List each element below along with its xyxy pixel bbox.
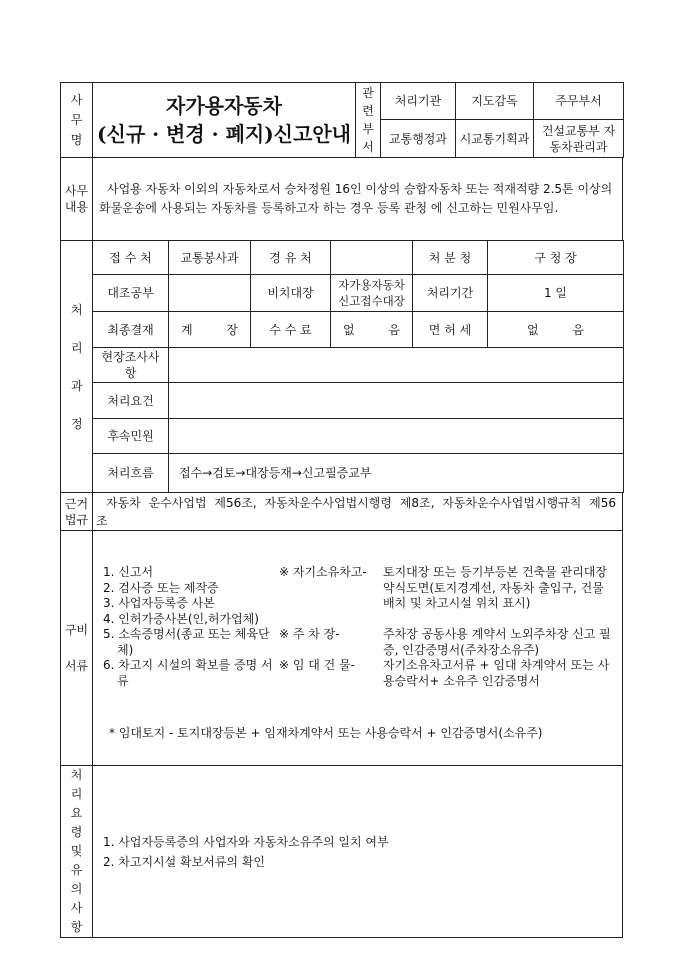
col-head: 지도감독 [456, 83, 534, 120]
row-label: 후속민원 [93, 419, 169, 454]
grid-label: 비치대장 [251, 275, 331, 312]
content-label: 사무내용 [61, 158, 93, 241]
note-text: 주차장 공동사용 계약서 노외주차장 신고 필증, 인감증명서(주차장소유주) [383, 627, 611, 657]
grid-label: 최종결재 [93, 312, 169, 348]
row-value [169, 348, 624, 383]
content-table [60, 157, 623, 241]
grid-value: 교통봉사과 [169, 241, 251, 275]
law-label: 근거법규 [61, 493, 93, 531]
doc-item: 4. 인허가증사본(인,허가업체) [103, 611, 259, 626]
note-key: ※ 주 차 장- [279, 627, 340, 641]
notice-table [60, 765, 623, 938]
grid-label: 경 유 처 [251, 241, 331, 275]
col-value: 시교통기획과 [456, 120, 534, 158]
grid-value: 1 일 [488, 275, 624, 312]
grid-value: 계 장 [169, 312, 251, 348]
note-key: ※ 자기소유차고- [279, 565, 367, 579]
process-table [60, 240, 624, 493]
grid-value: 구 청 장 [488, 241, 624, 275]
col-head: 처리기관 [381, 83, 456, 120]
law-table [60, 492, 623, 531]
grid-value: 자가용자동차 신고접수대장 [331, 275, 413, 312]
docs-content [93, 531, 623, 766]
grid-label: 접 수 처 [93, 241, 169, 275]
notice-label: 처리요령및유의사항 [61, 766, 93, 938]
grid-label: 처리기간 [413, 275, 488, 312]
doc-item: 5. 소속증명서(종교 또는 체육단체) [103, 627, 270, 657]
row-value: 접수→검토→대장등재→신고필증교부 [169, 454, 624, 493]
docs-footnote: * 임대토지 - 토지대장등본 + 임재차계약서 또는 사용승락서 + 인감증명서(소유주) [109, 726, 543, 740]
process-label: 처리과정 [61, 241, 93, 493]
note-key: ※ 임 대 건 물- [279, 658, 356, 672]
col-head: 주무부서 [534, 83, 624, 120]
grid-value: 없 음 [488, 312, 624, 348]
row-value [169, 419, 624, 454]
grid-value [331, 241, 413, 275]
doc-item: 6. 차고지 시설의 확보를 증명 서류 [103, 658, 273, 688]
notice-item: 1. 사업자등록증의 사업자와 자동차소유주의 일치 여부 [103, 834, 389, 849]
docs-label: 구비 서류 [61, 531, 93, 766]
col-value: 교통행정과 [381, 120, 456, 158]
row-label: 처리요건 [93, 383, 169, 419]
notice-content [93, 766, 623, 938]
row-label: 처리흐름 [93, 454, 169, 493]
page-title: 자가용자동차 (신규 · 변경 · 폐지)신고안내 [93, 83, 356, 158]
law-text: 자동차 운수사업법 제56조, 자동차운수사업법시행령 제8조, 자동차운수사업법시행규칙 제56조 [93, 493, 623, 531]
header-label: 사무명 [61, 83, 93, 158]
doc-items-group [103, 565, 273, 627]
dept-label: 관련부서 [356, 83, 381, 158]
note-text: 토지대장 또는 등기부등본 건축물 관리대장 약식도면(토지경계선, 자동차 출입구, 건물배치 및 차고시설 위치 표시) [383, 565, 607, 610]
row-value [169, 383, 624, 419]
doc-item: 2. 검사증 또는 제작증 [103, 580, 219, 595]
grid-value [169, 275, 251, 312]
grid-value: 없 음 [331, 312, 413, 348]
row-label: 현장조사사항 [93, 348, 169, 383]
grid-label: 면 허 세 [413, 312, 488, 348]
doc-item: 3. 사업자등록증 사본 [103, 596, 215, 610]
docs-table [60, 530, 623, 766]
note-text: 자기소유차고서류 + 임대 차계약서 또는 사용승락서+ 소유주 인감증명서 [383, 658, 610, 688]
grid-label: 수 수 료 [251, 312, 331, 348]
content-text: 사업용 자동차 이외의 자동차로서 승차정원 16인 이상의 승합자동차 또는 적재적량 2.5톤 이상의 화물운송에 사용되는 자동차를 등록하고자 하는 경우 등록 관청 에 신고하는 민원사무임. [93, 158, 623, 241]
grid-label: 처 분 청 [413, 241, 488, 275]
col-value: 건설교통부 자동차관리과 [534, 120, 624, 158]
notice-item: 2. 차고지시설 확보서류의 확인 [103, 854, 265, 869]
doc-item: 1. 신고서 [103, 565, 154, 579]
grid-label: 대조공부 [93, 275, 169, 312]
header-table [60, 82, 624, 158]
